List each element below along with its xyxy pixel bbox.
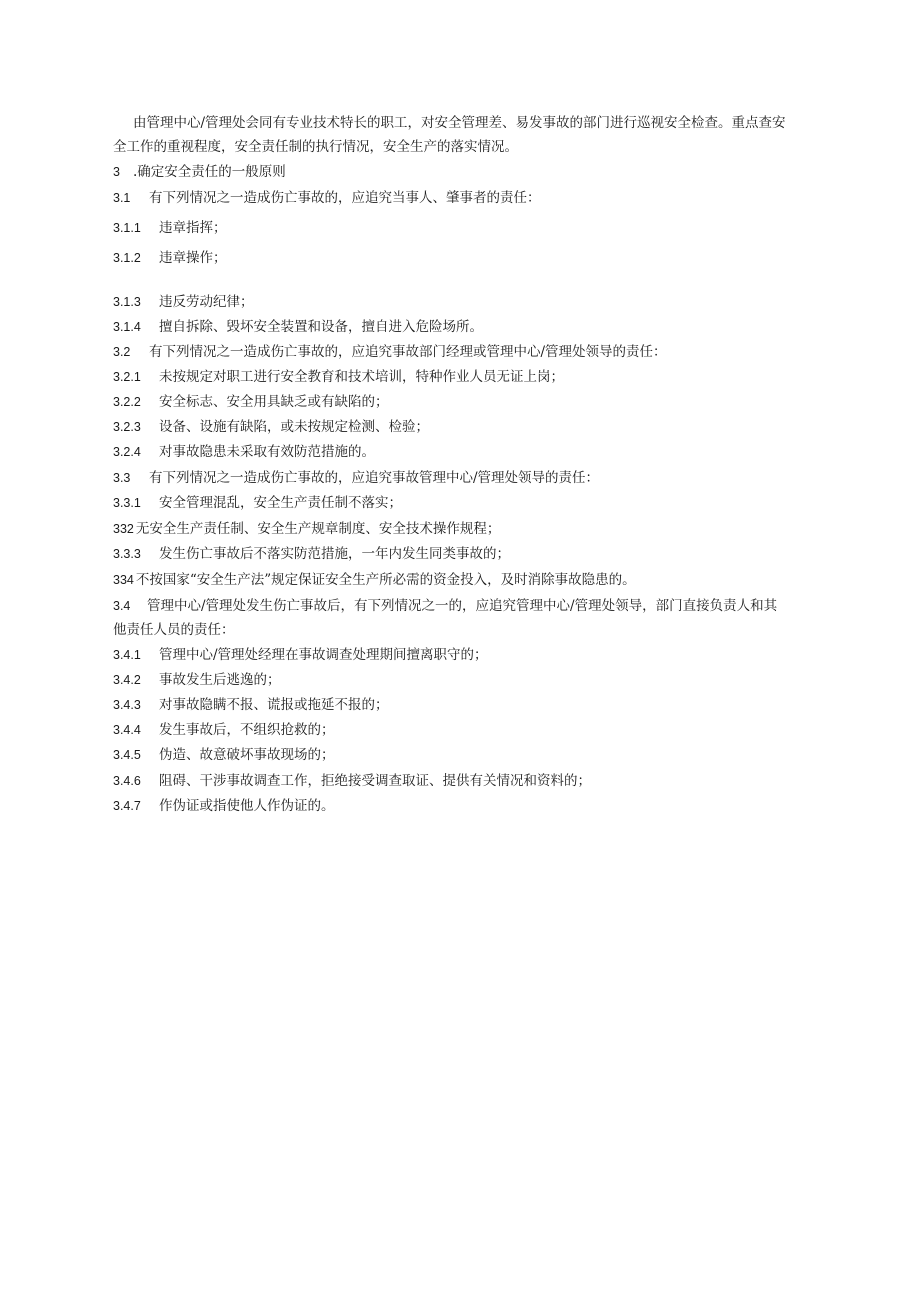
clause-number: 3.2.2 — [113, 395, 141, 409]
clause-row — [113, 773, 591, 789]
clause-row — [113, 190, 541, 206]
clause-text: 对事故隐瞒不报、谎报或拖延不报的； — [159, 697, 389, 713]
clause-text: 作伪证或指使他人作伪证的。 — [159, 798, 335, 814]
clause-row — [113, 546, 510, 562]
clause-row — [113, 444, 375, 460]
clause-text: 违章操作； — [159, 250, 227, 266]
clause-text: 有下列情况之一造成伤亡事故的，应追究事故管理中心/管理处领导的责任： — [149, 470, 600, 486]
clause-number: 332 — [113, 522, 134, 536]
clause-number: 3.2.1 — [113, 370, 141, 384]
clause-row — [113, 495, 402, 511]
clause-row — [113, 697, 389, 713]
clause-number: 3.4.6 — [113, 774, 141, 788]
clause-row — [113, 250, 227, 266]
clause-text: 他责任人员的责任： — [113, 622, 235, 638]
intro-text: 由管理中心/管理处会同有专业技术特长的职工，对安全管理差、易发事故的部门进行巡视安全检查。重点查安 — [133, 115, 786, 131]
clause-number: 3.4.3 — [113, 698, 141, 712]
clause-text: 安全标志、安全用具缺乏或有缺陷的； — [159, 394, 389, 410]
clause-number: 3.1.2 — [113, 251, 141, 265]
clause-text: 设备、设施有缺陷，或未按规定检测、检验； — [159, 419, 429, 435]
clause-text: 伪造、故意破坏事故现场的； — [159, 747, 335, 763]
clause-text: 违反劳动纪律； — [159, 294, 254, 310]
clause-row — [113, 722, 335, 738]
clause-number: 3.2 — [113, 345, 131, 359]
clause-row — [113, 470, 599, 486]
clause-text: 无安全生产责任制、安全生产规章制度、安全技术操作规程； — [135, 521, 501, 537]
clause-text: 未按规定对职工进行安全教育和技术培训，特种作业人员无证上岗； — [159, 369, 564, 385]
clause-text: 有下列情况之一造成伤亡事故的，应追究当事人、肇事者的责任： — [149, 190, 541, 206]
clause-number: 3.3.1 — [113, 496, 141, 510]
clause-text: 安全管理混乱，安全生产责任制不落实； — [159, 495, 402, 511]
clause-row — [113, 344, 667, 360]
clause-text: 不按国家“安全生产法”规定保证安全生产所必需的资金投入，及时消除事故隐患的。 — [135, 572, 636, 588]
clause-number: 3.4.1 — [113, 648, 141, 662]
clause-row — [113, 294, 254, 310]
clause-row — [113, 747, 335, 763]
clause-number: 3.4.7 — [113, 799, 141, 813]
clause-row-continuation — [113, 622, 235, 638]
clause-text: 管理中心/管理处经理在事故调查处理期间擅离职守的； — [159, 647, 488, 663]
intro-paragraph-line-2 — [113, 139, 518, 155]
clause-number: 3.1.3 — [113, 295, 141, 309]
clause-text: 违章指挥； — [159, 220, 227, 236]
clause-row — [113, 369, 564, 385]
intro-paragraph-line-1 — [133, 115, 786, 131]
clause-row — [113, 572, 636, 588]
clause-row — [113, 798, 335, 814]
clause-row — [113, 319, 483, 335]
section-number: 3 — [113, 165, 120, 179]
clause-number: 3.3 — [113, 471, 131, 485]
clause-text: 事故发生后逃逸的； — [159, 672, 281, 688]
clause-row — [113, 419, 429, 435]
clause-text: 对事故隐患未采取有效防范措施的。 — [159, 444, 375, 460]
clause-number: 3.2.4 — [113, 445, 141, 459]
clause-row — [113, 598, 777, 614]
clause-text: 擅自拆除、毁坏安全装置和设备，擅自进入危险场所。 — [159, 319, 483, 335]
clause-row — [113, 672, 281, 688]
clause-number: 3.1.1 — [113, 221, 141, 235]
clause-number: 334 — [113, 573, 134, 587]
clause-row — [113, 220, 227, 236]
clause-text: 有下列情况之一造成伤亡事故的，应追究事故部门经理或管理中心/管理处领导的责任： — [149, 344, 667, 360]
clause-row — [113, 521, 500, 537]
clause-number: 3.3.3 — [113, 547, 141, 561]
clause-text: 发生事故后，不组织抢救的； — [159, 722, 335, 738]
section-heading — [113, 164, 286, 180]
clause-number: 3.1 — [113, 191, 131, 205]
clause-number: 3.1.4 — [113, 320, 141, 334]
clause-number: 3.4 — [113, 599, 131, 613]
clause-text: 阻碍、干涉事故调查工作，拒绝接受调查取证、提供有关情况和资料的； — [159, 773, 591, 789]
intro-text: 全工作的重视程度，安全责任制的执行情况，安全生产的落实情况。 — [113, 139, 518, 155]
clause-text: 发生伤亡事故后不落实防范措施，一年内发生同类事故的； — [159, 546, 510, 562]
clause-number: 3.4.2 — [113, 673, 141, 687]
clause-number: 3.4.4 — [113, 723, 141, 737]
clause-text: 管理中心/管理处发生伤亡事故后，有下列情况之一的，应追究管理中心/管理处领导，部门直接负责人和其 — [147, 598, 778, 614]
clause-row — [113, 647, 488, 663]
clause-number: 3.2.3 — [113, 420, 141, 434]
clause-row — [113, 394, 389, 410]
section-title: .确定安全责任的一般原则 — [133, 164, 286, 180]
clause-number: 3.4.5 — [113, 748, 141, 762]
